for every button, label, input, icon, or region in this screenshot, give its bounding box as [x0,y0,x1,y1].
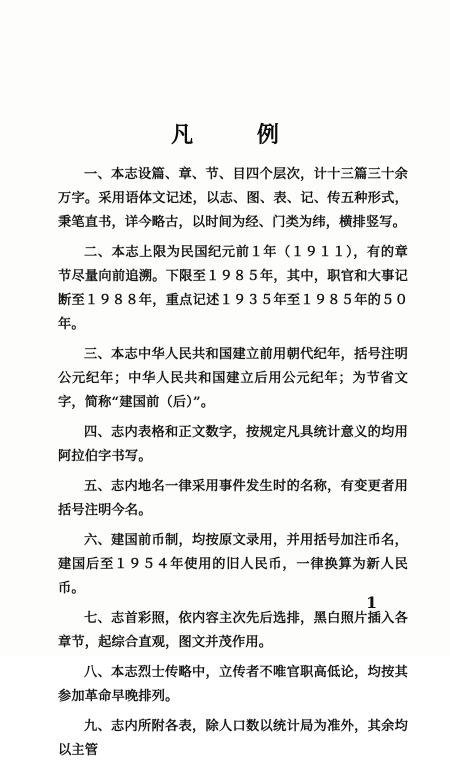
body-text [58,163,408,769]
paragraph-9: 九、志内所附各表，除人口数以统计局为准外，其余均以主管 [58,719,408,758]
paragraph-2: 二、本志上限为民国纪元前１年（１９１１），有的章节尽量向前追溯。下限至１９８５年，其中，职官和大事记断至１９８８年，重点记述１９３５年至１９８５年的５０年。 [58,245,408,332]
page-title: 凡 例 [171,122,307,148]
paragraph-7: 七、志首彩照，依内容主次先后选排，黑白照片插入各章节，起综合直观，图文并茂作用。 [58,611,408,650]
paragraph-6: 六、建国前币制，均按原文录用，并用括号加注币名，建国后至１９５４年使用的旧人民币，一律换算为新人民币。 [58,533,408,596]
page-number: 1 [366,593,378,612]
paragraph-8: 八、本志烈士传略中，立传者不唯官职高低论，均按其参加革命早晚排列。 [58,665,408,704]
paragraph-5: 五、志内地名一律采用事件发生时的名称，有变更者用括号注明今名。 [58,479,408,518]
paragraph-3: 三、本志中华人民共和国建立前用朝代纪年，括号注明公元纪年；中华人民共和国建立后用公元纪年；为节省文字，简称“建国前（后）”。 [58,347,408,410]
paragraph-4: 四、志内表格和正文数字，按规定凡具统计意义的均用阿拉伯字书写。 [58,425,408,464]
paragraph-1: 一、本志设篇、章、节、目四个层次，计十三篇三十余万字。采用语体文记述，以志、图、表、记、传五种形式，秉笔直书，详今略古，以时间为经、门类为纬，横排竖写。 [58,167,408,230]
